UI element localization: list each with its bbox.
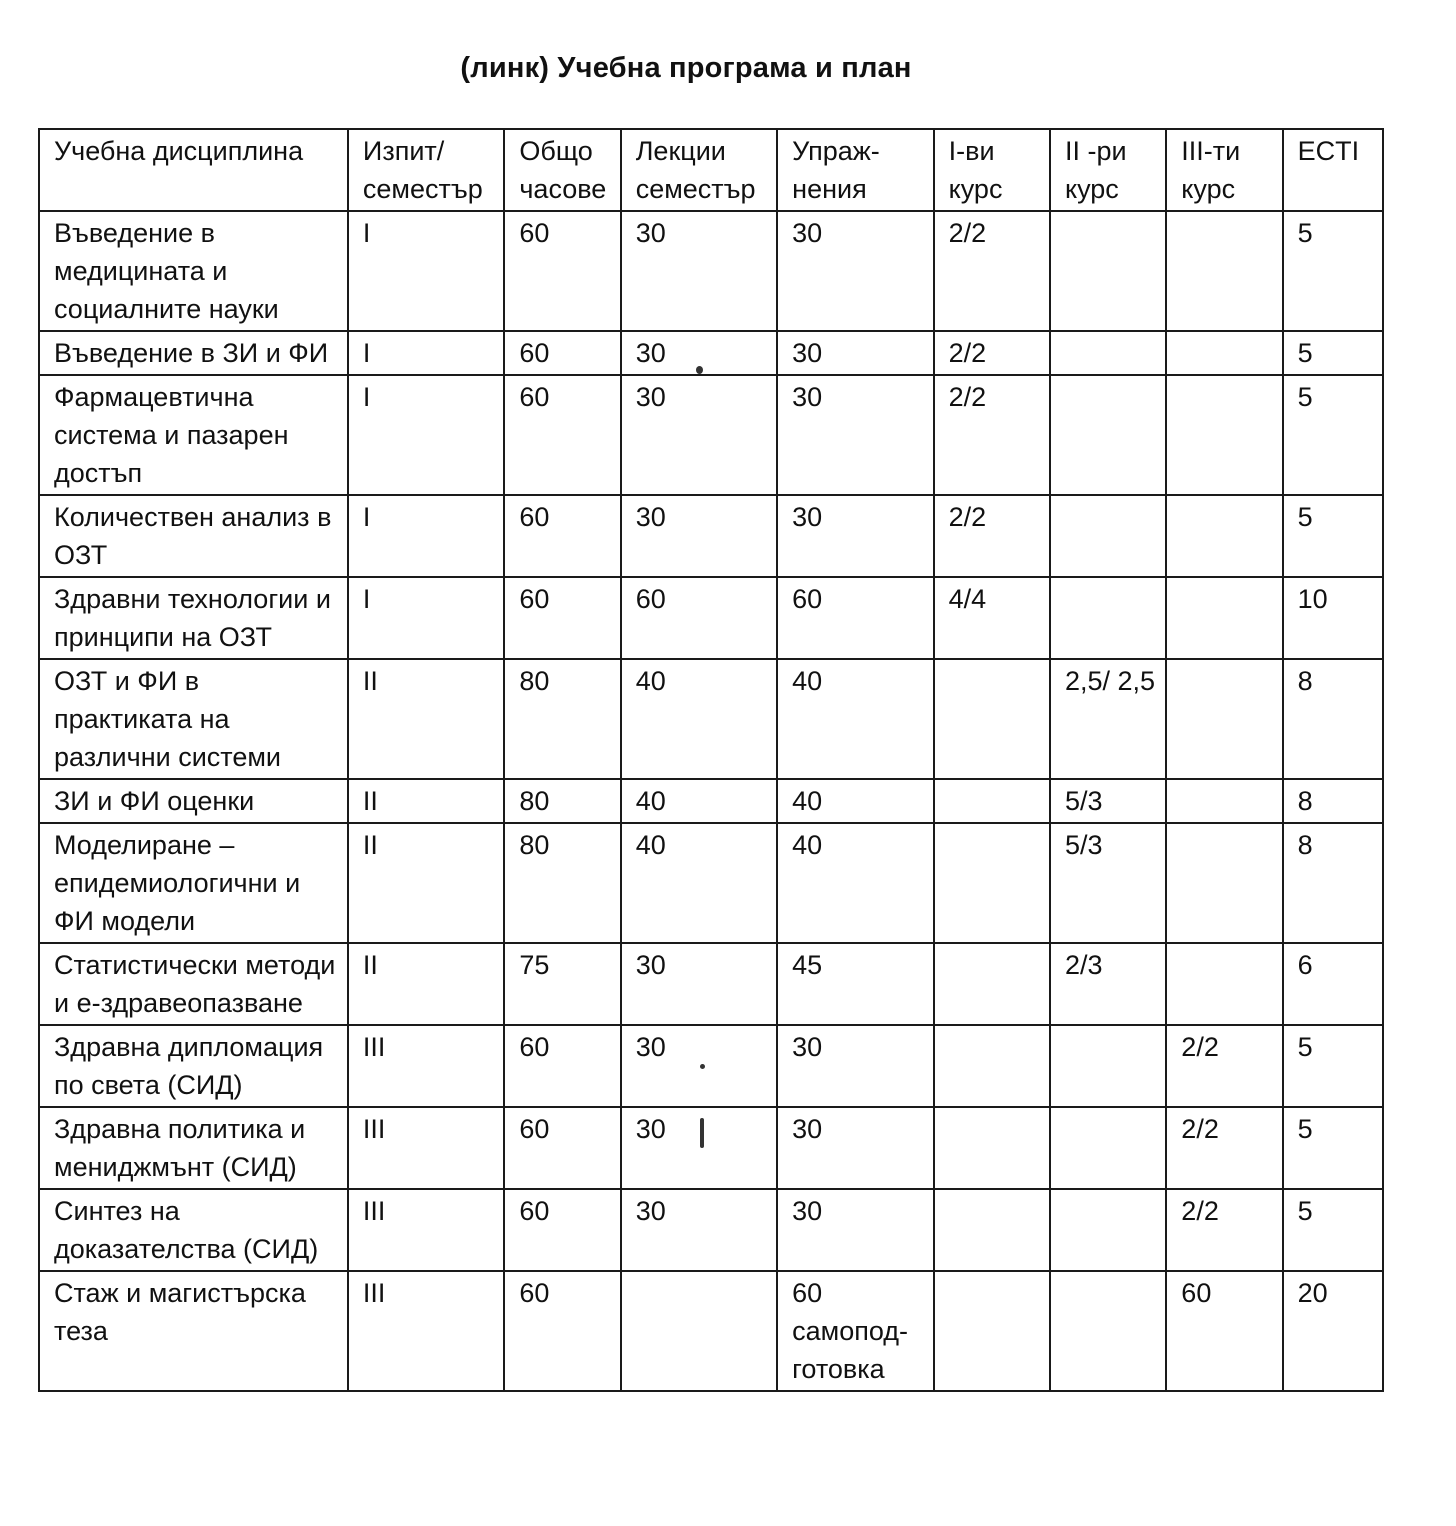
cell-ects: 10 — [1283, 577, 1383, 659]
cell-exam: I — [348, 495, 504, 577]
cell-total: 75 — [504, 943, 620, 1025]
cell-ects: 8 — [1283, 659, 1383, 779]
cell-subject: Здравна политика и мениджмънт (СИД) — [39, 1107, 348, 1189]
cell-year3 — [1166, 779, 1282, 823]
header-exam: Изпит/ семестър — [348, 129, 504, 211]
header-exercises: Упраж- нения — [777, 129, 933, 211]
cell-exam: II — [348, 943, 504, 1025]
cell-exercises: 30 — [777, 495, 933, 577]
cell-lectures: 30 — [621, 375, 777, 495]
cell-subject: Стаж и магистърска теза — [39, 1271, 348, 1391]
cell-year1 — [934, 659, 1050, 779]
cell-year2 — [1050, 1107, 1166, 1189]
cell-lectures: 30 — [621, 1107, 777, 1189]
header-year1: I-ви курс — [934, 129, 1050, 211]
cell-exam: I — [348, 375, 504, 495]
cell-total: 60 — [504, 1107, 620, 1189]
cell-ects: 5 — [1283, 1025, 1383, 1107]
table-row — [39, 375, 1383, 495]
cell-exam: II — [348, 779, 504, 823]
table-row — [39, 1107, 1383, 1189]
cell-total: 80 — [504, 779, 620, 823]
cell-total: 60 — [504, 211, 620, 331]
header-subject: Учебна дисциплина — [39, 129, 348, 211]
cell-exam: I — [348, 577, 504, 659]
cell-year2: 5/3 — [1050, 779, 1166, 823]
cell-lectures: 30 — [621, 1025, 777, 1107]
cell-lectures: 40 — [621, 823, 777, 943]
table-header-row — [39, 129, 1383, 211]
cell-ects: 5 — [1283, 331, 1383, 375]
cell-year1: 2/2 — [934, 211, 1050, 331]
cell-year1: 2/2 — [934, 495, 1050, 577]
cell-total: 60 — [504, 1271, 620, 1391]
cell-exam: III — [348, 1189, 504, 1271]
cell-exercises: 30 — [777, 331, 933, 375]
scan-speck — [700, 1064, 705, 1069]
cell-year2 — [1050, 331, 1166, 375]
cell-year2 — [1050, 1189, 1166, 1271]
table-body — [39, 211, 1383, 1391]
cell-year2 — [1050, 375, 1166, 495]
cell-ects: 8 — [1283, 823, 1383, 943]
cell-subject: Статистически методи и е-здравеопазване — [39, 943, 348, 1025]
cell-year1 — [934, 779, 1050, 823]
cell-exercises: 30 — [777, 1189, 933, 1271]
cell-lectures: 30 — [621, 495, 777, 577]
header-year2: II -ри курс — [1050, 129, 1166, 211]
header-year3: III-ти курс — [1166, 129, 1282, 211]
cell-exercises: 60 — [777, 577, 933, 659]
cell-total: 60 — [504, 495, 620, 577]
cell-exam: III — [348, 1271, 504, 1391]
cell-exam: III — [348, 1025, 504, 1107]
cell-lectures — [621, 1271, 777, 1391]
cell-year2 — [1050, 1025, 1166, 1107]
cell-year3: 2/2 — [1166, 1025, 1282, 1107]
cell-year3: 2/2 — [1166, 1107, 1282, 1189]
table-row — [39, 495, 1383, 577]
scan-speck — [696, 366, 703, 374]
header-lectures: Лекции семестър — [621, 129, 777, 211]
cell-lectures: 30 — [621, 211, 777, 331]
cell-exam: III — [348, 1107, 504, 1189]
cell-exercises: 40 — [777, 659, 933, 779]
cell-year1 — [934, 943, 1050, 1025]
cell-ects: 5 — [1283, 211, 1383, 331]
cell-total: 80 — [504, 823, 620, 943]
curriculum-table — [38, 128, 1384, 1392]
scan-speck — [700, 1118, 704, 1148]
cell-year1 — [934, 823, 1050, 943]
page-title: (линк) Учебна програма и план — [460, 52, 912, 84]
cell-subject: ОЗТ и ФИ в практиката на различни системи — [39, 659, 348, 779]
table-row — [39, 1025, 1383, 1107]
cell-total: 60 — [504, 577, 620, 659]
cell-year2 — [1050, 495, 1166, 577]
cell-year3 — [1166, 577, 1282, 659]
cell-year1 — [934, 1189, 1050, 1271]
cell-year3 — [1166, 943, 1282, 1025]
cell-total: 60 — [504, 1189, 620, 1271]
cell-year2: 5/3 — [1050, 823, 1166, 943]
cell-exercises: 30 — [777, 1025, 933, 1107]
cell-ects: 6 — [1283, 943, 1383, 1025]
cell-ects: 5 — [1283, 1107, 1383, 1189]
cell-year3 — [1166, 331, 1282, 375]
cell-year2: 2/3 — [1050, 943, 1166, 1025]
table-row — [39, 823, 1383, 943]
cell-year2 — [1050, 577, 1166, 659]
header-total: Общо часове — [504, 129, 620, 211]
table-row — [39, 577, 1383, 659]
cell-year1: 4/4 — [934, 577, 1050, 659]
cell-ects: 5 — [1283, 1189, 1383, 1271]
cell-year2 — [1050, 211, 1166, 331]
cell-subject: Здравна дипломация по света (СИД) — [39, 1025, 348, 1107]
cell-exam: I — [348, 331, 504, 375]
header-ects: ECTI — [1283, 129, 1383, 211]
cell-subject: Количествен анализ в ОЗТ — [39, 495, 348, 577]
table-row — [39, 211, 1383, 331]
table-row — [39, 943, 1383, 1025]
cell-lectures: 60 — [621, 577, 777, 659]
cell-year2: 2,5/ 2,5 — [1050, 659, 1166, 779]
cell-subject: ЗИ и ФИ оценки — [39, 779, 348, 823]
cell-exam: II — [348, 659, 504, 779]
cell-year2 — [1050, 1271, 1166, 1391]
cell-lectures: 40 — [621, 659, 777, 779]
cell-subject: Въведение в медицината и социалните науки — [39, 211, 348, 331]
cell-ects: 5 — [1283, 495, 1383, 577]
cell-ects: 8 — [1283, 779, 1383, 823]
cell-subject: Въведение в ЗИ и ФИ — [39, 331, 348, 375]
cell-lectures: 40 — [621, 779, 777, 823]
cell-total: 60 — [504, 331, 620, 375]
cell-lectures: 30 — [621, 943, 777, 1025]
cell-exercises: 45 — [777, 943, 933, 1025]
cell-year3: 2/2 — [1166, 1189, 1282, 1271]
cell-year1: 2/2 — [934, 331, 1050, 375]
cell-lectures: 30 — [621, 1189, 777, 1271]
cell-year3 — [1166, 211, 1282, 331]
table-row — [39, 659, 1383, 779]
cell-exercises: 30 — [777, 1107, 933, 1189]
cell-exercises: 40 — [777, 823, 933, 943]
cell-year3 — [1166, 495, 1282, 577]
cell-total: 60 — [504, 1025, 620, 1107]
cell-year1 — [934, 1107, 1050, 1189]
cell-total: 80 — [504, 659, 620, 779]
cell-year3: 60 — [1166, 1271, 1282, 1391]
cell-year1: 2/2 — [934, 375, 1050, 495]
cell-subject: Синтез на доказателства (СИД) — [39, 1189, 348, 1271]
cell-exam: I — [348, 211, 504, 331]
cell-year3 — [1166, 659, 1282, 779]
table-row — [39, 331, 1383, 375]
cell-subject: Моделиране – епидемиологични и ФИ модели — [39, 823, 348, 943]
cell-year1 — [934, 1271, 1050, 1391]
table-row — [39, 779, 1383, 823]
table-row — [39, 1189, 1383, 1271]
cell-lectures: 30 — [621, 331, 777, 375]
cell-year1 — [934, 1025, 1050, 1107]
cell-exam: II — [348, 823, 504, 943]
cell-year3 — [1166, 823, 1282, 943]
cell-exercises: 30 — [777, 211, 933, 331]
cell-exercises: 40 — [777, 779, 933, 823]
cell-exercises: 60 самопод- готовка — [777, 1271, 933, 1391]
cell-exercises: 30 — [777, 375, 933, 495]
cell-total: 60 — [504, 375, 620, 495]
cell-year3 — [1166, 375, 1282, 495]
cell-subject: Фармацевтична система и пазарен достъп — [39, 375, 348, 495]
cell-ects: 20 — [1283, 1271, 1383, 1391]
cell-subject: Здравни технологии и принципи на ОЗТ — [39, 577, 348, 659]
cell-ects: 5 — [1283, 375, 1383, 495]
table-row — [39, 1271, 1383, 1391]
